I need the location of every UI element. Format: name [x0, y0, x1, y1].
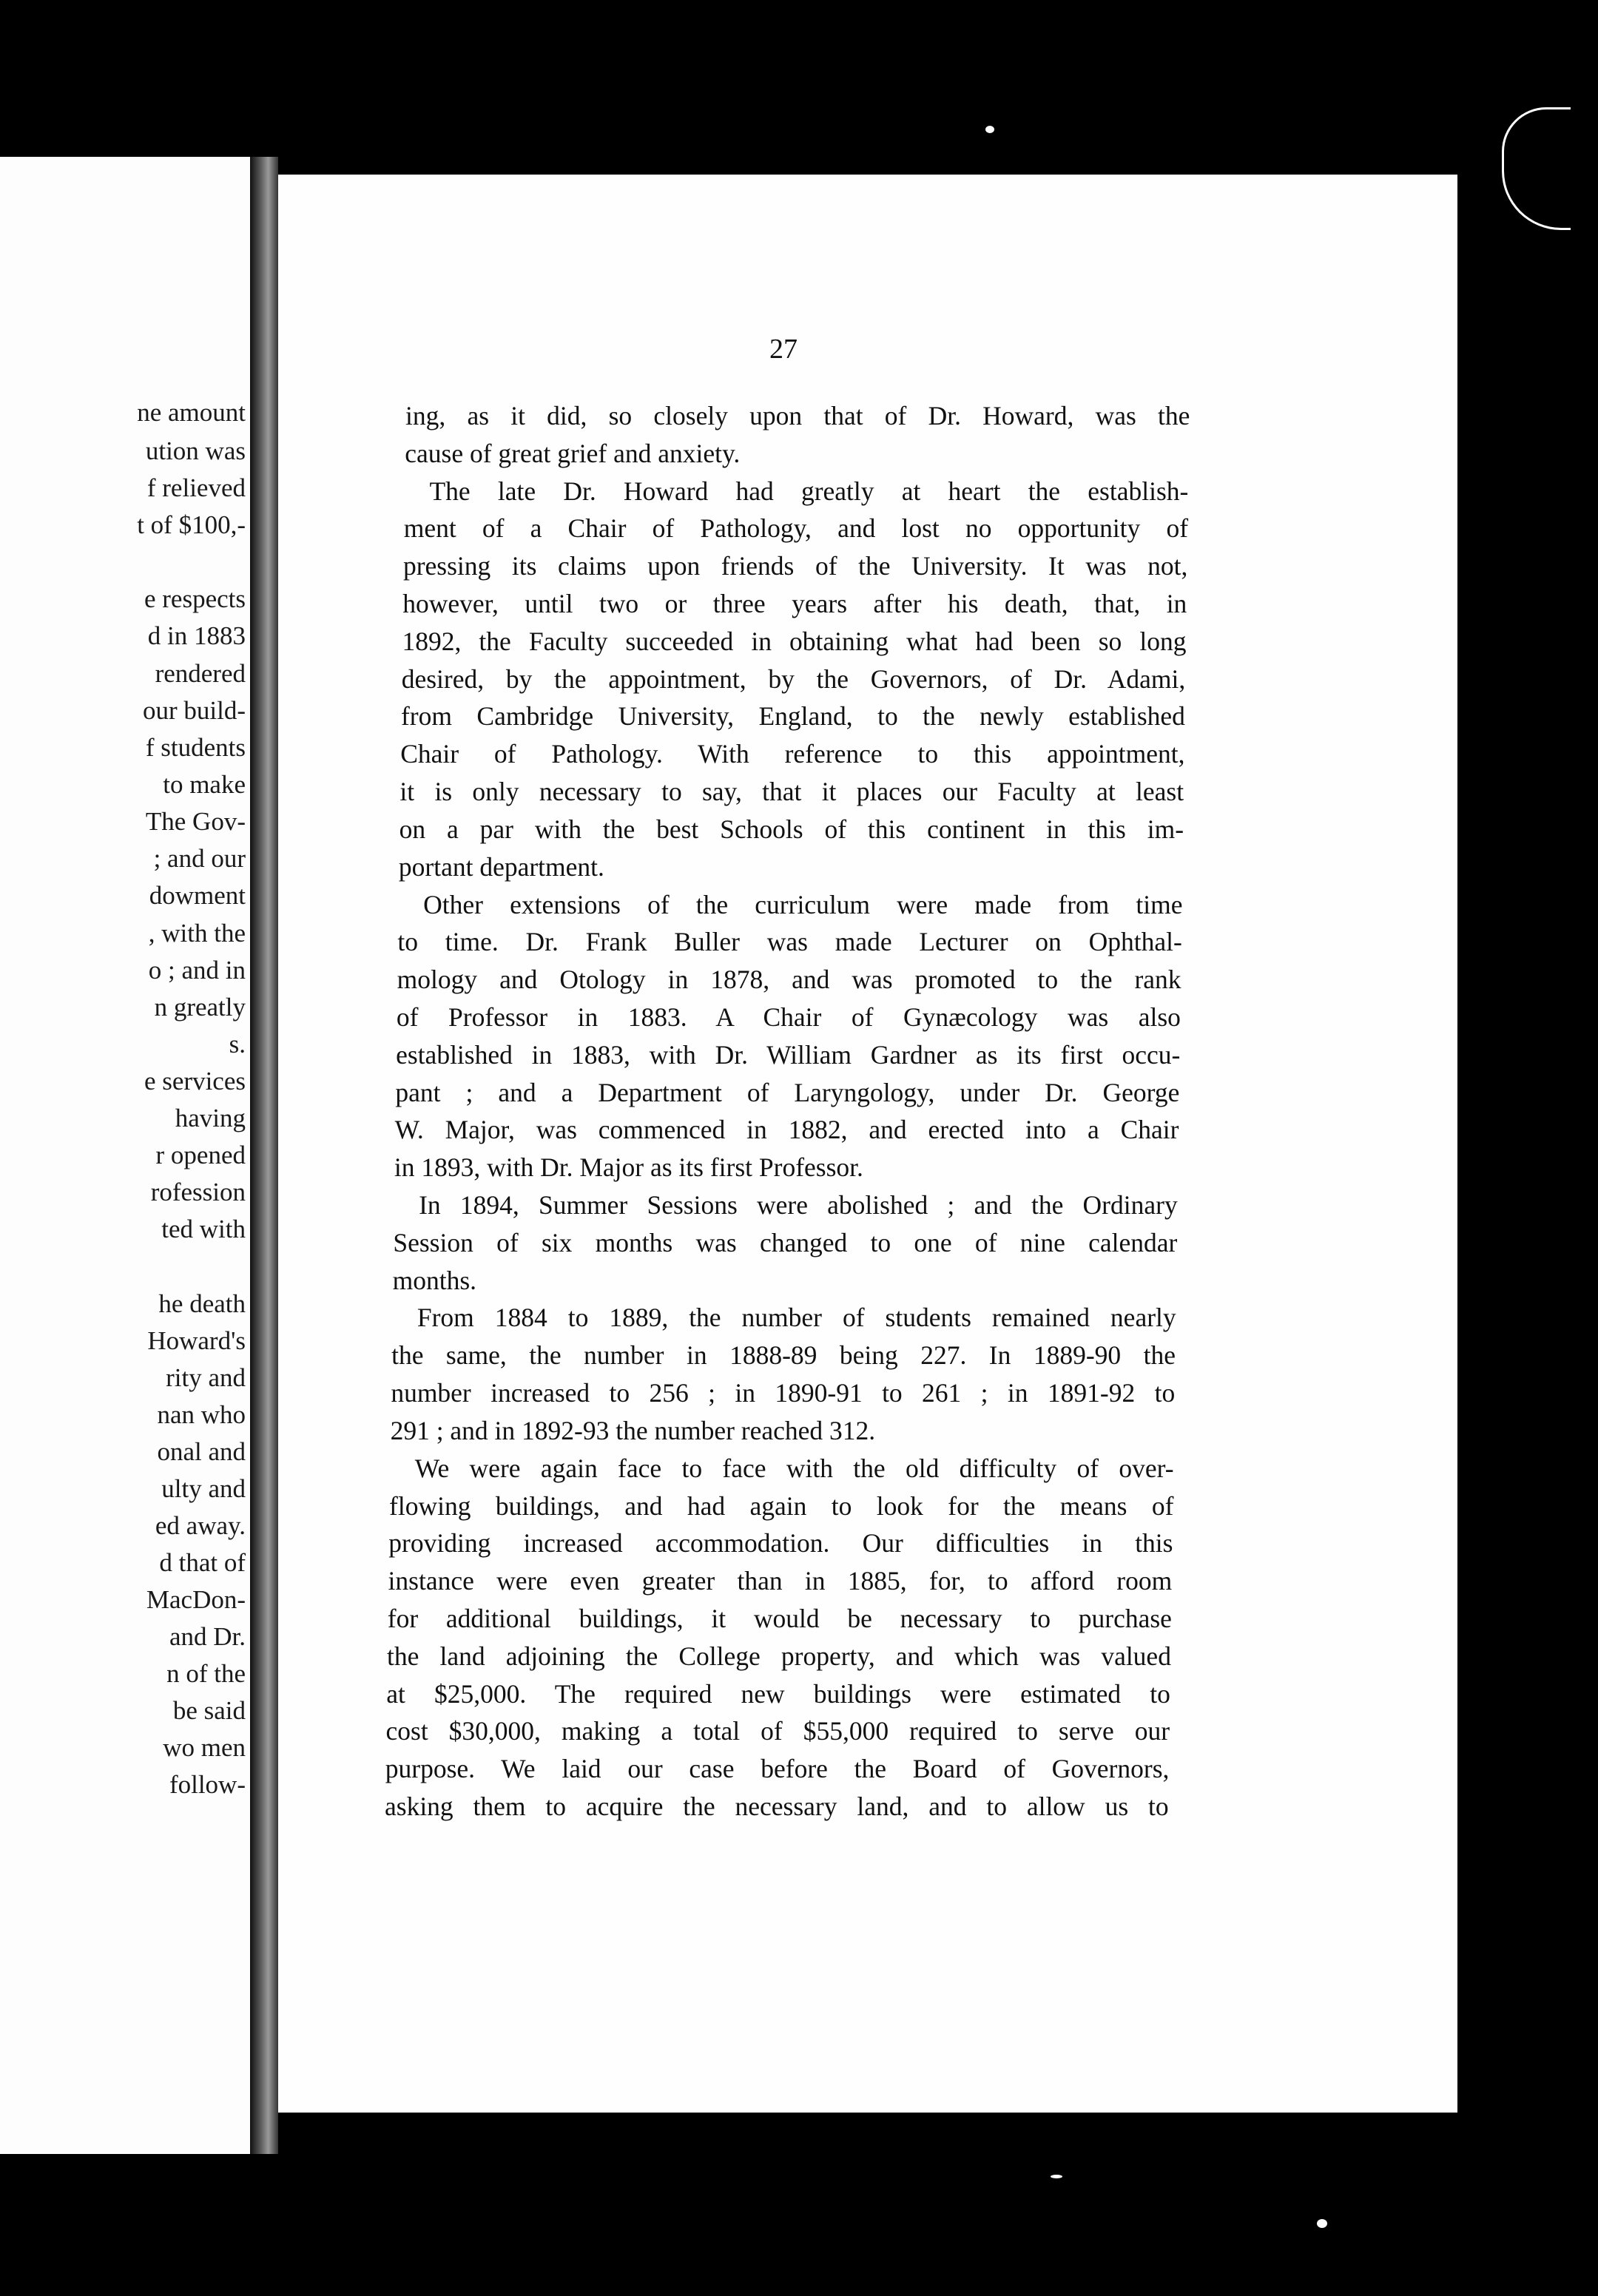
body-text-line: W. Major, was commenced in 1882, and erected into a Chair	[394, 1115, 1179, 1145]
body-text-line: on a par with the best Schools of this continent in this im-	[399, 814, 1184, 844]
body-text-line: 291 ; and in 1892-93 the number reached 312.	[390, 1415, 876, 1445]
body-text-line: in 1893, with Dr. Major as its first Professor.	[394, 1152, 863, 1183]
left-page-line-fragment: n greatly	[154, 993, 246, 1022]
left-page-line-fragment: d that of	[159, 1548, 246, 1577]
body-text-line: it is only necessary to say, that it places our Faculty at least	[400, 777, 1184, 807]
left-page-line-fragment: rofession	[150, 1178, 246, 1206]
left-page-line-fragment: onal and	[157, 1437, 246, 1466]
left-page-line-fragment: n of the	[166, 1659, 246, 1688]
page-number: 27	[769, 334, 798, 365]
body-text-line: from Cambridge University, England, to the newly established	[400, 701, 1185, 732]
left-page-line-fragment: t of $100,-	[137, 510, 246, 539]
left-page-line-fragment: e services	[144, 1067, 246, 1095]
left-page-line-fragment: and Dr.	[169, 1622, 246, 1651]
left-page	[0, 157, 250, 2154]
left-page-line-fragment: The Gov-	[145, 807, 246, 836]
left-page-line-fragment: s.	[229, 1030, 246, 1058]
left-page-line-fragment: ne amount	[137, 398, 246, 427]
left-page-line-fragment: , with the	[148, 919, 246, 948]
left-page-line-fragment: f relieved	[146, 473, 246, 502]
body-text-line: number increased to 256 ; in 1890-91 to 261 ; in 1891-92 to	[391, 1378, 1176, 1408]
body-text-line: Chair of Pathology. With reference to this appointment,	[400, 739, 1185, 769]
left-page-line-fragment: Howard's	[147, 1326, 246, 1355]
body-text-line: cost $30,000, making a total of $55,000 required to serve our	[385, 1716, 1170, 1746]
left-page-line-fragment: r opened	[155, 1141, 246, 1169]
left-page-line-fragment: ; and our	[153, 844, 246, 873]
left-page-line-fragment: o ; and in	[148, 956, 246, 985]
body-text-line: pressing its claims upon friends of the University. It was not,	[402, 551, 1188, 581]
body-text-line: From 1884 to 1889, the number of students remained nearly	[417, 1303, 1176, 1333]
left-page-line-fragment: ulty and	[161, 1474, 246, 1503]
left-page-line-fragment: ted with	[161, 1215, 246, 1243]
left-page-line-fragment: follow-	[169, 1770, 246, 1799]
body-text-line: ing, as it did, so closely upon that of Dr. Howard, was the	[405, 401, 1190, 430]
body-text-line: We were again face to face with the old difficulty of over-	[414, 1453, 1174, 1483]
body-text-line: for additional buildings, it would be necessary to purchase	[387, 1603, 1172, 1633]
body-text-line: Session of six months was changed to one of nine calendar	[393, 1227, 1178, 1257]
body-text-line: providing increased accommodation. Our difficulties in this	[388, 1528, 1173, 1559]
body-text-line: months.	[392, 1265, 477, 1295]
body-text-line: Other extensions of the curriculum were made from time	[423, 889, 1183, 919]
body-text-line: desired, by the appointment, by the Governors, of Dr. Adami,	[401, 664, 1186, 694]
left-page-line-fragment: rendered	[155, 659, 246, 688]
body-text-line: cause of great grief and anxiety.	[405, 438, 741, 468]
scan-artifact-arc	[1502, 107, 1571, 230]
body-text-line: flowing buildings, and had again to look for the means of	[389, 1490, 1174, 1521]
left-page-line-fragment: MacDon-	[146, 1585, 246, 1614]
left-page-line-fragment: to make	[163, 770, 246, 799]
left-page-line-fragment: having	[175, 1104, 246, 1132]
scan-speck	[985, 126, 994, 133]
left-page-line-fragment: ed away.	[155, 1511, 246, 1540]
body-text-line: of Professor in 1883. A Chair of Gynæcology was also	[396, 1002, 1181, 1032]
body-text-line: however, until two or three years after his death, that, in	[402, 589, 1187, 619]
book-gutter	[250, 157, 278, 2154]
body-text-line: at $25,000. The required new buildings were estimated to	[386, 1678, 1170, 1709]
left-page-line-fragment: he death	[158, 1289, 246, 1318]
body-text-line: the same, the number in 1888-89 being 227. In 1889-90 the	[391, 1340, 1176, 1371]
body-text-line: portant department.	[398, 851, 604, 882]
left-page-line-fragment: wo men	[163, 1733, 246, 1762]
body-text-line: instance were even greater than in 1885, for, to afford room	[388, 1566, 1173, 1596]
left-page-line-fragment: rity and	[166, 1363, 246, 1392]
left-page-line-fragment: nan who	[157, 1400, 246, 1429]
scan-speck	[1051, 2175, 1062, 2178]
scan-speck	[1317, 2219, 1327, 2228]
body-text-line: In 1894, Summer Sessions were abolished ; and the Ordinary	[419, 1190, 1178, 1220]
body-text-line: established in 1883, with Dr. William Gardner as its first occu-	[396, 1039, 1181, 1070]
body-text-line: to time. Dr. Frank Buller was made Lecturer on Ophthal-	[397, 927, 1182, 957]
left-page-line-fragment: dowment	[149, 881, 246, 910]
left-page-line-fragment: f students	[145, 733, 246, 762]
left-page-line-fragment: d in 1883	[147, 621, 246, 650]
left-page-line-fragment: e respects	[144, 584, 246, 613]
body-text-line: 1892, the Faculty succeeded in obtaining what had been so long	[402, 626, 1187, 656]
left-page-line-fragment: be said	[172, 1696, 246, 1725]
body-text-line: pant ; and a Department of Laryngology, under Dr. George	[395, 1077, 1180, 1107]
body-text-line: the land adjoining the College property, and which was valued	[387, 1641, 1171, 1671]
body-text-line: purpose. We laid our case before the Board of Governors,	[385, 1754, 1170, 1784]
body-text-line: The late Dr. Howard had greatly at heart the establish-	[429, 476, 1189, 506]
left-page-line-fragment: our build-	[142, 696, 246, 725]
body-text-line: asking them to acquire the necessary land, and to allow us to	[385, 1792, 1169, 1821]
body-text-line: mology and Otology in 1878, and was promoted to the rank	[397, 965, 1181, 995]
body-text-line: ment of a Chair of Pathology, and lost no opportunity of	[403, 513, 1189, 544]
left-page-line-fragment: ution was	[145, 436, 246, 465]
